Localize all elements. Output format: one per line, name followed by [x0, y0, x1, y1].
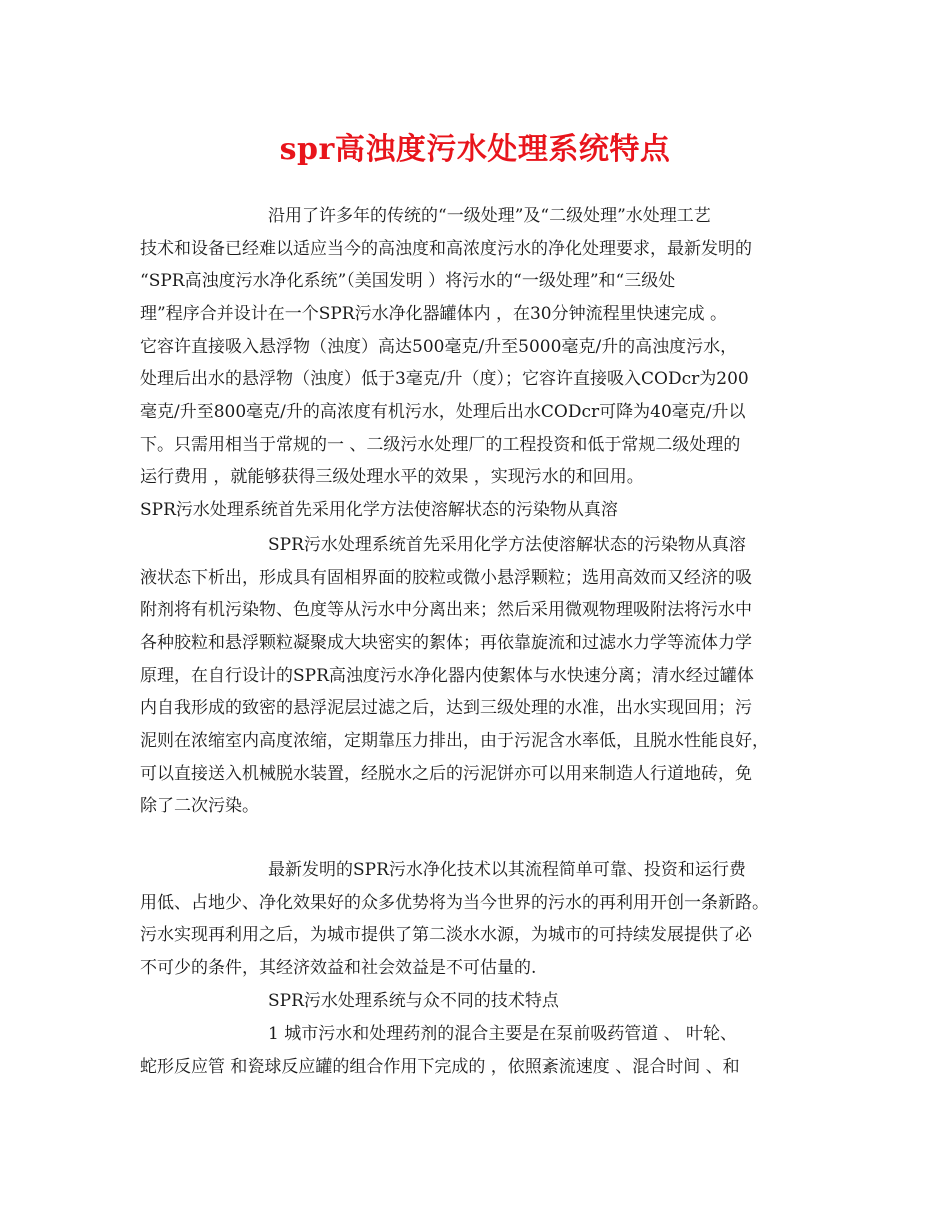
- paragraph-3-line-2: 用低、占地少、净化效果好的众多优势将为当今世界的污水的再利用开创一条新路。: [140, 893, 769, 913]
- paragraph-1-line-3: “SPR高浊度污水净化系统”（美国发明 ）将污水的“一级处理”和“三级处: [140, 271, 676, 291]
- paragraph-1-line-2: 技术和设备已经难以适应当今的高浊度和高浓度污水的净化处理要求，最新发明的: [140, 239, 752, 259]
- paragraph-2-line-2: 液状态下析出，形成具有固相界面的胶粒或微小悬浮颗粒；选用高效而又经济的吸: [140, 568, 752, 588]
- paragraph-2-line-5: 原理，在自行设计的SPR高浊度污水净化器内使絮体与水快速分离；清水经过罐体: [140, 666, 754, 686]
- paragraph-2-line-8: 可以直接送入机械脱水装置，经脱水之后的污泥饼亦可以用来制造人行道地砖，免: [140, 764, 752, 784]
- paragraph-1-line-8: 下。只需用相当于常规的一 、二级污水处理厂的工程投资和低于常规二级处理的: [140, 435, 741, 455]
- paragraph-3-line-1: 最新发明的SPR污水净化技术以其流程简单可靠、投资和运行费: [268, 860, 746, 880]
- paragraph-3-line-3: 污水实现再利用之后，为城市提供了第二淡水水源，为城市的可持续发展提供了必: [140, 925, 752, 945]
- paragraph-1-line-6: 处理后出水的悬浮物（浊度）低于3毫克/升（度）；它容许直接吸入CODcr为200: [140, 369, 749, 389]
- document-title: spr高浊度污水处理系统特点: [279, 132, 671, 167]
- paragraph-4-line-2: 蛇形反应管 和瓷球反应罐的组合作用下完成的 ，依照紊流速度 、混合时间 、和: [140, 1057, 740, 1077]
- paragraph-1-line-5: 它容许直接吸入悬浮物（浊度）高达500毫克/升至5000毫克/升的高浊度污水，: [140, 337, 738, 357]
- paragraph-2-line-1: SPR污水处理系统首先采用化学方法使溶解状态的污染物从真溶: [268, 535, 746, 555]
- paragraph-4-line-1: 1 城市污水和处理药剂的混合主要是在泵前吸药管道 、 叶轮、: [268, 1024, 738, 1044]
- paragraph-1-line-1: 沿用了许多年的传统的“一级处理”及“二级处理”水处理工艺: [268, 206, 711, 226]
- paragraph-2-line-9: 除了二次污染。: [140, 796, 259, 816]
- paragraph-2-line-3: 附剂将有机污染物、色度等从污水中分离出来；然后采用微观物理吸附法将污水中: [140, 600, 752, 620]
- paragraph-1-line-9: 运行费用 ，就能够获得三级处理水平的效果 ，实现污水的和回用。: [140, 467, 644, 487]
- paragraph-3-line-4: 不可少的条件，其经济效益和社会效益是不可估量的.: [140, 958, 537, 978]
- paragraph-1-line-7: 毫克/升至800毫克/升的高浓度有机污水，处理后出水CODcr可降为40毫克/升以: [140, 402, 746, 422]
- paragraph-2-line-7: 泥则在浓缩室内高度浓缩，定期靠压力排出，由于污泥含水率低，且脱水性能良好，: [140, 731, 769, 751]
- paragraph-1-line-4: 理”程序合并设计在一个SPR污水净化器罐体内 ，在30分钟流程里快速完成 。: [140, 304, 728, 324]
- paragraph-2-line-6: 内自我形成的致密的悬浮泥层过滤之后，达到三级处理的水准，出水实现回用；污: [140, 698, 752, 718]
- paragraph-2-line-4: 各种胶粒和悬浮颗粒凝聚成大块密实的絮体；再依靠旋流和过滤水力学等流体力学: [140, 633, 752, 653]
- section-heading: SPR污水处理系统与众不同的技术特点: [268, 991, 559, 1011]
- paragraph-1-line-10: SPR污水处理系统首先采用化学方法使溶解状态的污染物从真溶: [140, 500, 618, 520]
